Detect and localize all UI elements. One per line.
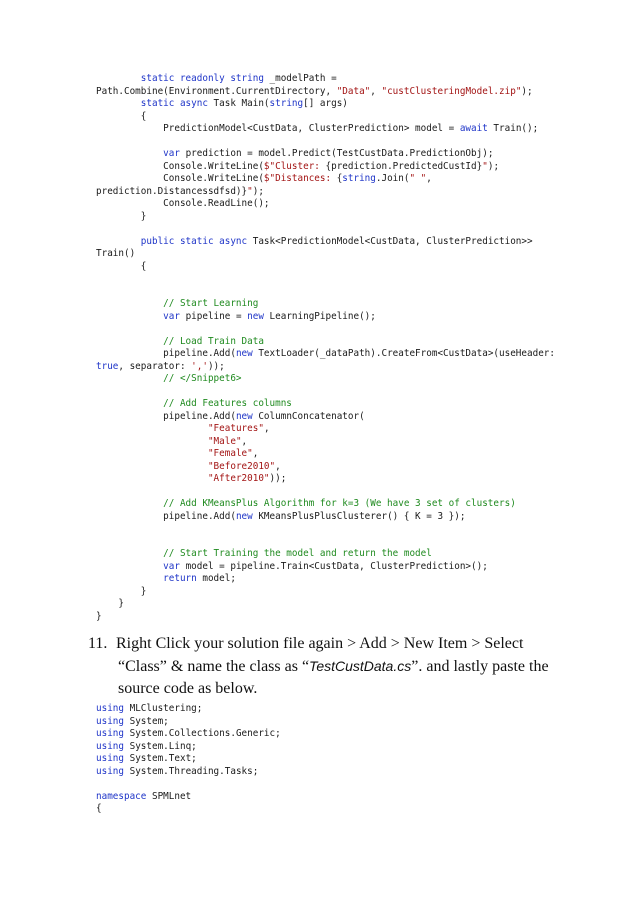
code-token bbox=[96, 398, 163, 409]
code-token: "Before2010" bbox=[207, 460, 276, 472]
code-token bbox=[96, 561, 163, 572]
code-token: ); bbox=[521, 85, 533, 97]
code-token: { bbox=[336, 173, 343, 184]
code-line bbox=[96, 323, 616, 336]
code-token: // Add KMeansPlus Algorithm for k=3 (We have 3 set of clusters) bbox=[163, 498, 516, 509]
code-token: var bbox=[163, 560, 180, 572]
code-line bbox=[96, 716, 616, 729]
code-line bbox=[96, 98, 616, 111]
code-line bbox=[96, 473, 616, 486]
code-token: _modelPath = bbox=[263, 73, 337, 84]
code-block-testcustdata bbox=[96, 703, 616, 816]
code-line bbox=[96, 111, 616, 124]
code-token: $"Distances: bbox=[263, 173, 337, 184]
code-token bbox=[96, 311, 163, 322]
code-line bbox=[96, 123, 616, 136]
code-token: PredictionModel<CustData, ClusterPrediction> model = bbox=[96, 123, 460, 134]
code-line bbox=[96, 461, 616, 474]
code-line bbox=[96, 548, 616, 561]
code-token: , bbox=[252, 448, 259, 459]
code-token: System.Linq; bbox=[124, 740, 197, 752]
code-token: pipeline.Add( bbox=[96, 510, 236, 522]
code-line bbox=[96, 511, 616, 524]
code-token: string bbox=[269, 98, 304, 109]
code-token: )); bbox=[207, 360, 225, 372]
code-line bbox=[96, 73, 616, 86]
code-token: KMeansPlusPlusClusterer() { K = 3 }); bbox=[252, 510, 466, 522]
code-line bbox=[96, 436, 616, 449]
code-token bbox=[96, 498, 163, 509]
code-token: MLClustering; bbox=[124, 703, 203, 714]
code-token bbox=[96, 423, 208, 434]
code-line bbox=[96, 586, 616, 599]
code-token: new bbox=[247, 310, 264, 322]
code-token: pipeline.Add( bbox=[96, 410, 236, 422]
code-token bbox=[96, 73, 141, 84]
code-token: var bbox=[163, 148, 180, 159]
code-line bbox=[96, 236, 616, 249]
code-token: model = pipeline.Train<CustData, ClusterPrediction>(); bbox=[179, 560, 488, 572]
code-token: , separator: bbox=[118, 360, 192, 372]
code-token: Task<PredictionModel<CustData, ClusterPrediction>> bbox=[247, 235, 533, 247]
code-line bbox=[96, 598, 616, 611]
code-line bbox=[96, 223, 616, 236]
code-line bbox=[96, 411, 616, 424]
code-token: return bbox=[163, 573, 197, 584]
code-token bbox=[96, 336, 163, 347]
code-line bbox=[96, 198, 616, 211]
code-token: } bbox=[96, 610, 102, 622]
code-token: "Male" bbox=[207, 435, 242, 447]
code-token: // Start Training the model and return the model bbox=[163, 548, 432, 559]
code-line bbox=[96, 186, 616, 199]
code-line bbox=[96, 286, 616, 299]
code-token: public static async bbox=[140, 235, 248, 247]
code-line bbox=[96, 311, 616, 324]
code-token: ); bbox=[487, 160, 500, 172]
code-token: ); bbox=[252, 185, 264, 197]
code-token: "custClusteringModel.zip" bbox=[381, 85, 522, 97]
code-token: " bbox=[482, 160, 488, 172]
code-token: // Add Features columns bbox=[163, 398, 292, 409]
step-number: 11. bbox=[88, 635, 108, 652]
code-token: "Female" bbox=[207, 448, 253, 459]
code-token: "After2010" bbox=[207, 473, 270, 484]
code-token: LearningPipeline(); bbox=[263, 310, 376, 322]
code-token: )); bbox=[269, 473, 287, 484]
code-token bbox=[96, 148, 163, 159]
code-line bbox=[96, 361, 616, 374]
code-token: $"Cluster: bbox=[263, 160, 326, 172]
code-token bbox=[96, 548, 163, 559]
code-token: , bbox=[370, 85, 382, 97]
code-line bbox=[96, 703, 616, 716]
code-token: .Join( bbox=[375, 173, 410, 184]
code-token: new bbox=[235, 510, 253, 522]
code-line bbox=[96, 273, 616, 286]
code-line bbox=[96, 486, 616, 499]
code-token bbox=[96, 448, 208, 459]
code-token bbox=[96, 236, 141, 247]
code-token: , bbox=[241, 435, 248, 447]
code-line bbox=[96, 211, 616, 224]
code-token: } bbox=[96, 585, 147, 597]
step-text-before: Right Click your solution file again > Add > New Item > Select “Class” & name the class as “ bbox=[116, 635, 524, 675]
code-line bbox=[96, 803, 616, 816]
code-token: { bbox=[96, 260, 147, 272]
code-line bbox=[96, 161, 616, 174]
code-token: , bbox=[275, 460, 281, 472]
code-token: true bbox=[96, 360, 119, 372]
code-token: ColumnConcatenator( bbox=[252, 410, 365, 422]
code-token: { bbox=[96, 110, 147, 122]
code-line bbox=[96, 448, 616, 461]
code-token: using bbox=[96, 753, 124, 764]
code-line bbox=[96, 791, 616, 804]
code-line bbox=[96, 348, 616, 361]
code-token: ',' bbox=[191, 360, 208, 372]
code-token: // Load Train Data bbox=[163, 335, 264, 347]
code-line bbox=[96, 423, 616, 436]
code-line bbox=[96, 86, 616, 99]
code-token bbox=[96, 298, 163, 309]
code-token: {prediction.PredictedCustId} bbox=[325, 160, 483, 172]
code-token: using bbox=[96, 703, 124, 714]
code-token: " bbox=[247, 185, 253, 197]
code-line bbox=[96, 373, 616, 386]
code-token: await bbox=[459, 123, 488, 134]
code-token: System.Threading.Tasks; bbox=[124, 765, 259, 777]
code-token: namespace bbox=[96, 790, 147, 802]
code-token: using bbox=[96, 728, 124, 739]
code-token: Path.Combine(Environment.CurrentDirectory, bbox=[96, 85, 337, 97]
code-line bbox=[96, 561, 616, 574]
code-token: string bbox=[342, 173, 376, 184]
code-token: new bbox=[235, 348, 253, 359]
code-line bbox=[96, 753, 616, 766]
code-line bbox=[96, 136, 616, 149]
code-token: pipeline.Add( bbox=[96, 348, 236, 359]
code-line bbox=[96, 611, 616, 624]
code-token: System.Text; bbox=[124, 753, 197, 764]
instruction-step bbox=[88, 633, 568, 700]
code-line bbox=[96, 728, 616, 741]
code-line bbox=[96, 778, 616, 791]
code-token: model; bbox=[196, 573, 236, 584]
code-line bbox=[96, 173, 616, 186]
code-token bbox=[96, 461, 208, 472]
code-token: using bbox=[96, 765, 124, 777]
code-token: prediction = model.Predict(TestCustData.PredictionObj); bbox=[179, 148, 494, 159]
code-token: Train(); bbox=[487, 123, 539, 134]
code-line bbox=[96, 386, 616, 399]
code-token: "Features" bbox=[207, 423, 264, 434]
code-line bbox=[96, 248, 616, 261]
code-token: Train() bbox=[96, 248, 136, 259]
code-token: TextLoader(_dataPath).CreateFrom<CustData>(useHeader: bbox=[252, 348, 555, 359]
code-token: System; bbox=[124, 715, 169, 727]
code-token: } bbox=[96, 210, 147, 222]
code-token: " " bbox=[409, 173, 427, 184]
code-token: , bbox=[426, 173, 432, 184]
code-token: System.Collections.Generic; bbox=[124, 728, 281, 739]
code-token bbox=[96, 373, 163, 384]
code-token: using bbox=[96, 715, 124, 727]
code-token: } bbox=[96, 598, 124, 609]
code-token: [] args) bbox=[303, 98, 348, 109]
code-line bbox=[96, 298, 616, 311]
code-token: Console.WriteLine( bbox=[96, 173, 264, 184]
code-token: prediction.Distancessdfsd)} bbox=[96, 185, 248, 197]
code-token: new bbox=[235, 410, 253, 422]
code-line bbox=[96, 498, 616, 511]
code-token: using bbox=[96, 740, 124, 752]
code-token: { bbox=[96, 803, 102, 814]
code-token bbox=[96, 573, 163, 584]
code-token: static readonly string bbox=[140, 73, 264, 84]
step-text bbox=[88, 633, 568, 700]
step-filename: TestCustData.cs bbox=[309, 658, 412, 674]
code-line bbox=[96, 573, 616, 586]
code-line bbox=[96, 741, 616, 754]
code-token: static async bbox=[140, 98, 208, 109]
code-token: , bbox=[263, 423, 270, 434]
code-token: pipeline = bbox=[179, 310, 248, 322]
code-line bbox=[96, 398, 616, 411]
code-token bbox=[96, 98, 141, 109]
code-token: var bbox=[163, 310, 180, 322]
code-block-program bbox=[96, 73, 616, 623]
code-line bbox=[96, 148, 616, 161]
code-line bbox=[96, 523, 616, 536]
code-token: SPMLnet bbox=[146, 790, 192, 802]
code-line bbox=[96, 261, 616, 274]
code-token: Task Main( bbox=[207, 98, 270, 109]
step-text-after: ”. and lastly paste the source code as below. bbox=[118, 658, 549, 697]
code-token: // </Snippet6> bbox=[163, 373, 242, 384]
code-token bbox=[96, 436, 208, 447]
code-line bbox=[96, 536, 616, 549]
code-line bbox=[96, 336, 616, 349]
code-token: Console.WriteLine( bbox=[96, 160, 264, 172]
code-line bbox=[96, 766, 616, 779]
code-token: Console.ReadLine(); bbox=[96, 198, 270, 209]
code-token bbox=[96, 473, 208, 484]
code-token: "Data" bbox=[336, 85, 371, 97]
code-token: // Start Learning bbox=[163, 298, 259, 309]
